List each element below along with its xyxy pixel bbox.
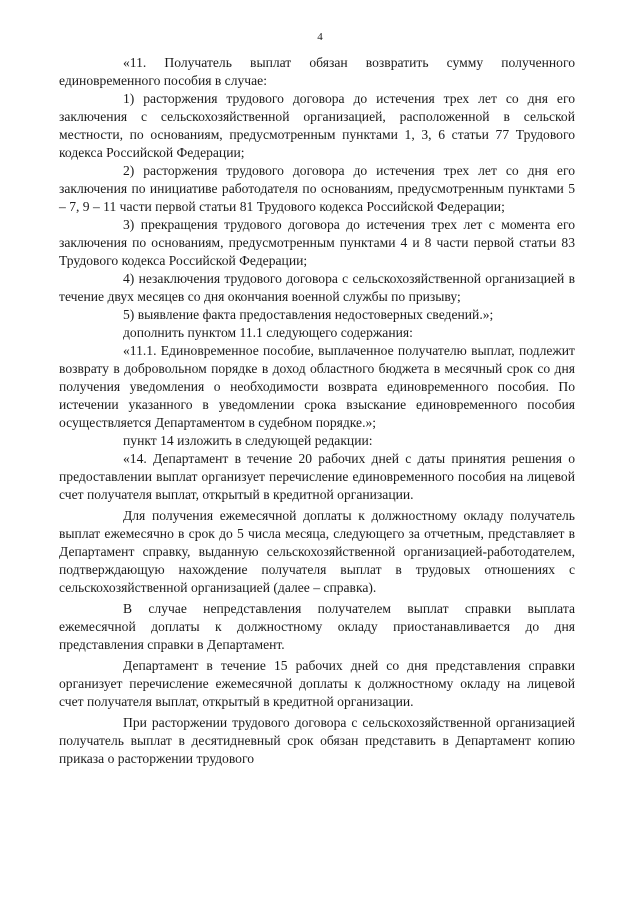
- paragraph-termination: При расторжении трудового договора с сельскохозяйственной организацией получатель выплат в десятидневный срок обязан представить в Департамент копию приказа о расторжении трудового: [59, 715, 575, 766]
- paragraph-clause-14-intro: пункт 14 изложить в следующей редакции:: [123, 433, 373, 448]
- page-number: 4: [317, 31, 323, 43]
- paragraph-add-clause-11-1: дополнить пунктом 11.1 следующего содержания:: [123, 325, 413, 340]
- paragraph-item-2: 2) расторжения трудового договора до истечения трех лет со дня его заключения по инициативе работодателя по основаниям, предусмотренным пунктами 5 – 7, 9 – 11 части первой статьи 81 Трудового кодекса Российской Федерации;: [59, 163, 575, 214]
- paragraph-item-4: 4) незаключения трудового договора с сельскохозяйственной организацией в течение двух месяцев со дня окончания военной службы по призыву;: [59, 271, 575, 304]
- document-body: [59, 54, 575, 768]
- paragraph-monthly-supplement: Для получения ежемесячной доплаты к должностному окладу получатель выплат ежемесячно в срок до 5 числа месяца, следующего за отчетным, представляет в Департамент справку, выданную сельскохозяйственной организацией-работодателем, подтверждающую нахождение получателя выплат в трудовых отношениях с сельскохозяйственной организацией (далее – справка).: [59, 508, 575, 595]
- paragraph-item-5: 5) выявление факта предоставления недостоверных сведений.»;: [123, 307, 494, 322]
- paragraph-transfer: Департамент в течение 15 рабочих дней со дня представления справки организует перечисление ежемесячной доплаты к должностному окладу на лицевой счет получателя выплат, открытый в кредитной организации.: [59, 658, 575, 709]
- paragraph-item-3: 3) прекращения трудового договора до истечения трех лет с момента его заключения по основаниям, предусмотренным пунктами 4 и 8 части первой статьи 83 Трудового кодекса Российской Федерации;: [59, 217, 575, 268]
- paragraph-clause-11-1: «11.1. Единовременное пособие, выплаченное получателю выплат, подлежит возврату в добровольном порядке в доход областного бюджета в месячный срок со дня получения уведомления о необходимости возврата единовременного пособия. По истечении указанного в уведомлении срока взыскание единовременного пособия осуществляется Департаментом в судебном порядке.»;: [59, 343, 575, 430]
- paragraph-clause-11: «11. Получатель выплат обязан возвратить сумму полученного единовременного пособия в случае:: [59, 55, 575, 88]
- paragraph-clause-14: «14. Департамент в течение 20 рабочих дней с даты принятия решения о предоставлении выплат организует перечисление единовременного пособия на лицевой счет получателя выплат, открытый в кредитной организации.: [59, 451, 575, 502]
- paragraph-suspension: В случае непредставления получателем выплат справки выплата ежемесячной доплаты к должностному окладу приостанавливается до дня представления справки в Департамент.: [59, 601, 575, 652]
- paragraph-item-1: 1) расторжения трудового договора до истечения трех лет со дня его заключения с сельскохозяйственной организацией, расположенной в сельской местности, по основаниям, предусмотренным пунктами 1, 3, 6 статьи 77 Трудового кодекса Российской Федерации;: [59, 91, 575, 160]
